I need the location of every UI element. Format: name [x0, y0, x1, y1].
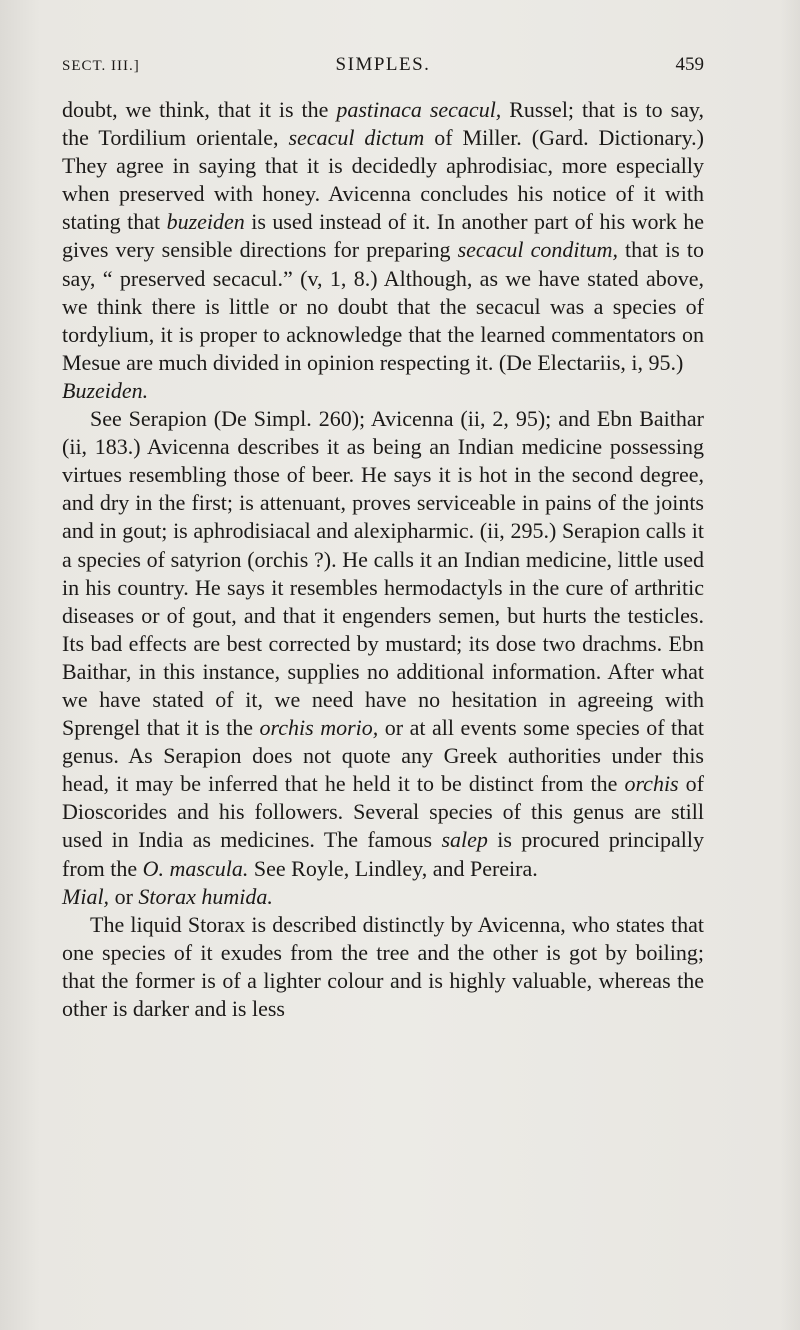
paragraph-storax: The liquid Storax is described distinctly by Avicenna, who states that one species of it exudes from the tree and the other is got by boiling; that the former is of a lighter colour and is highly valuable, whereas the other is darker and is less [62, 911, 704, 1021]
page-body [62, 96, 704, 1023]
running-title: SIMPLES. [335, 54, 431, 75]
page-number: 459 [675, 54, 704, 75]
heading-buzeiden: Buzeiden. [62, 377, 149, 403]
paragraph-buzeiden: See Serapion (De Simpl. 260); Avicenna (ii, 2, 95); and Ebn Baithar (ii, 183.) Avicenna describes it as being an Indian medicine possessing virtues resembling those of beer. He says it is hot in the second degree, and dry in the first; is attenuant, proves serviceable in pains of the joints and in gout; is aphrodisiacal and alexipharmic. (ii, 295.) Serapion calls it a species of satyrion (orchis ?). He calls it an Indian medicine, little used in his country. He says it resembles hermodactyls in the cure of arthritic diseases or of gout, and that it engenders semen, but hurts the testicles. Its bad effects are best corrected by mustard; its dose two drachms. Ebn Baithar, in this instance, supplies no additional information. After what we have stated of it, we need have no hesitation in agreeing with Sprengel that it is the orchis morio, or at all events some species of that genus. As Serapion does not quote any Greek authorities under this head, it may be inferred that he held it to be distinct from the orchis of Dioscorides and his followers. Several species of this genus are still used in India as medicines. The famous salep is procured principally from the O. mascula. See Royle, Lindley, and Pereira. [62, 406, 705, 881]
running-header [62, 54, 704, 84]
paragraph-secacul: doubt, we think, that it is the pastinaca secacul, Russel; that is to say, the Tordilium orientale, secacul dictum of Miller. (Gard. Dictionary.) They agree in saying that it is decidedly aphrodisiac, more especially when preserved with honey. Avicenna concludes his notice of it with stating that buzeiden is used instead of it. In another part of his work he gives very sensible directions for preparing secacul conditum, that is to say, “ preserved secacul.” (v, 1, 8.) Although, as we have stated above, we think there is little or no doubt that the secacul was a species of tordylium, it is proper to acknowledge that the learned commentators on Mesue are much divided in opinion respecting it. (De Electariis, i, 95.) [62, 97, 705, 375]
section-label: SECT. III.] [62, 58, 140, 74]
heading-mial: Mial, or Storax humida. [62, 883, 273, 909]
